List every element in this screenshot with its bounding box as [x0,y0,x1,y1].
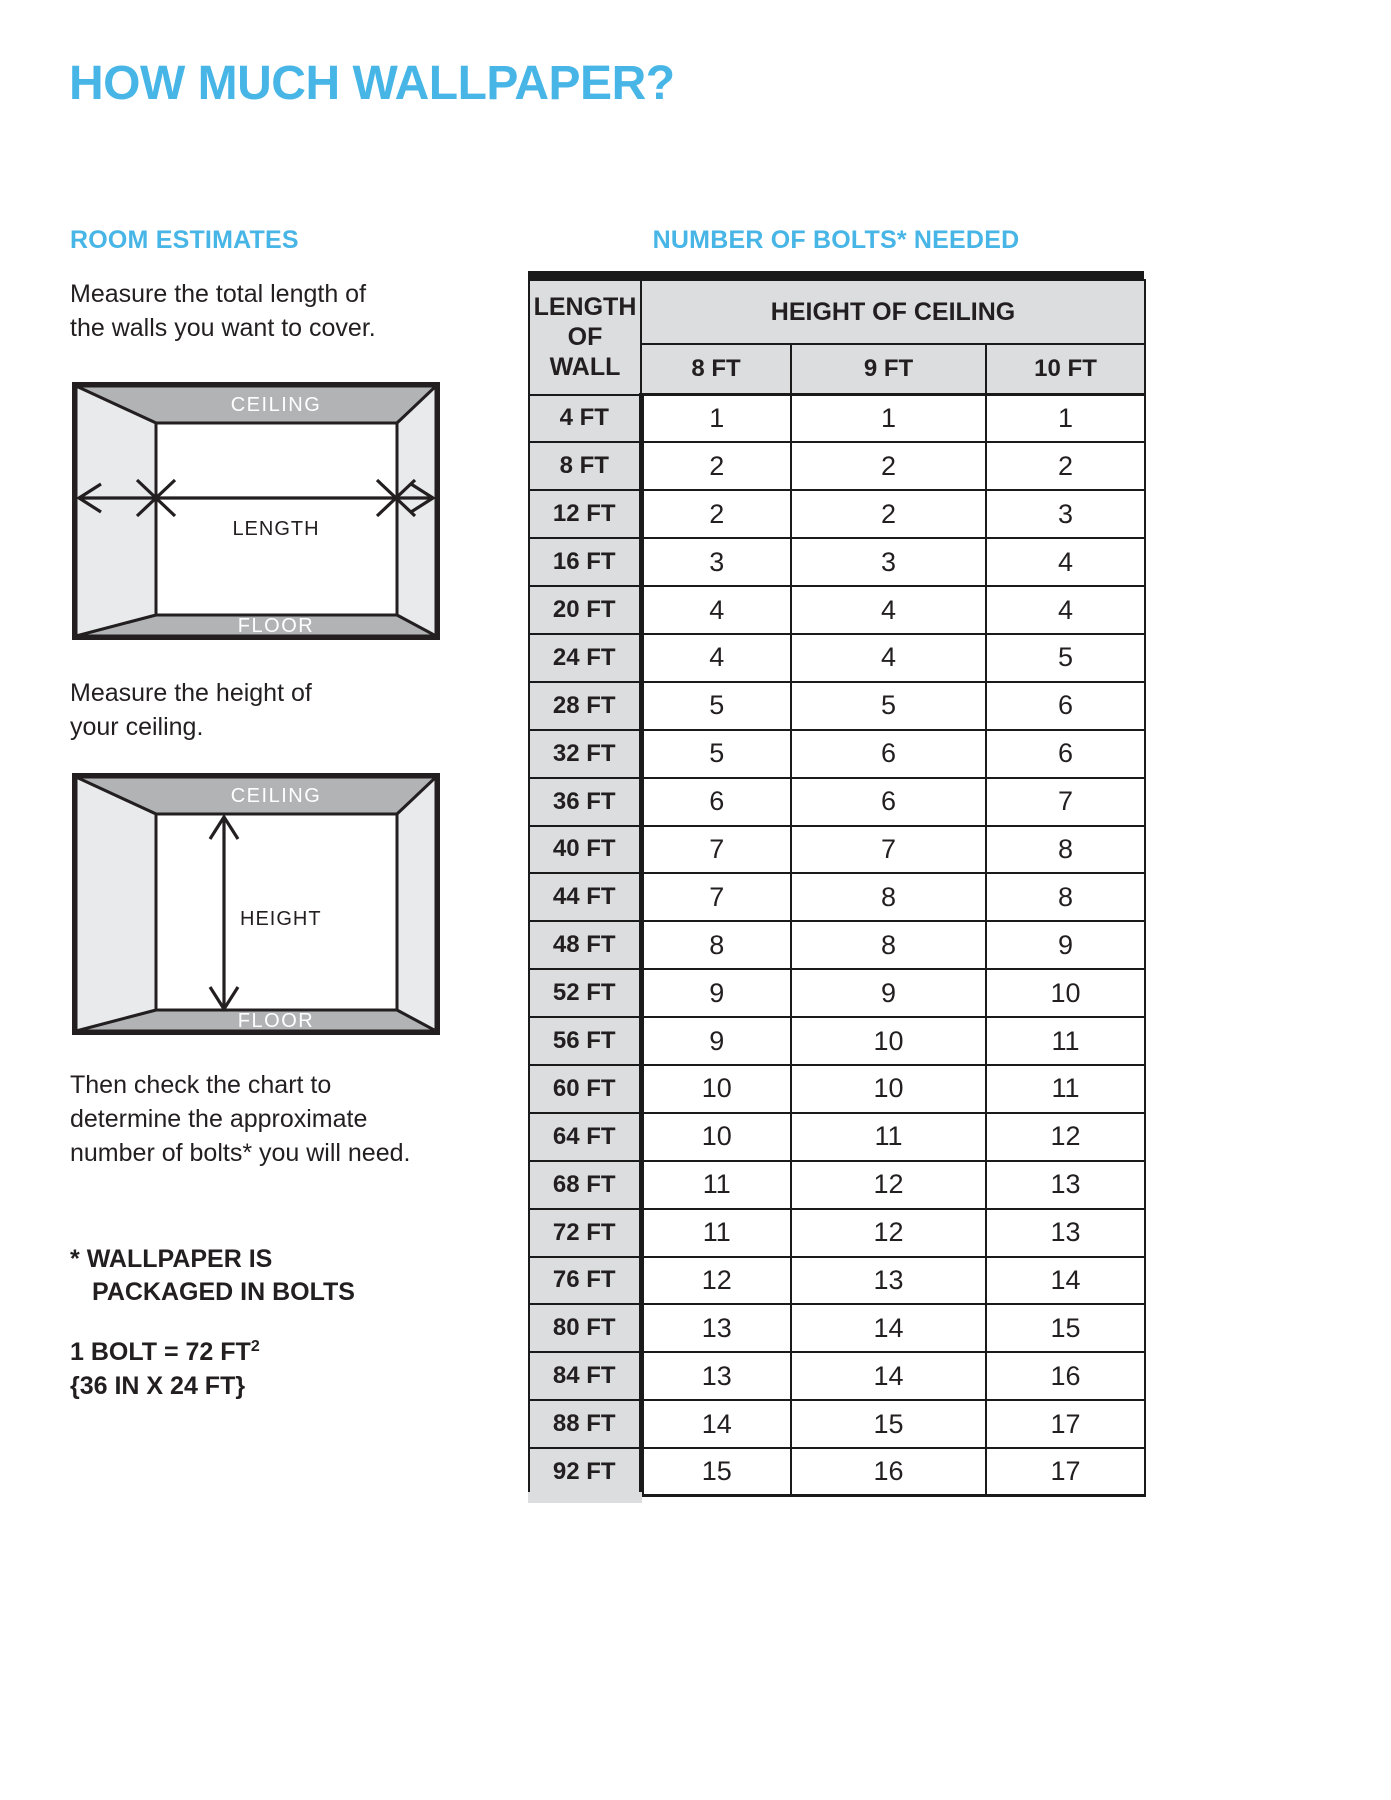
bolt-dimensions-line: {36 IN X 24 FT} [70,1372,246,1400]
wall-length-cell: 88 FT [529,1400,641,1448]
squared-superscript: 2 [250,1338,260,1355]
bolt-count-10ft-cell: 4 [986,586,1145,634]
wall-length-cell: 20 FT [529,586,641,634]
bolt-count-8ft-cell: 11 [641,1161,791,1209]
bolt-count-9ft-cell: 12 [791,1161,986,1209]
step3-line2: determine the approximate [70,1105,368,1133]
table-row [529,490,1145,538]
table-row [529,873,1145,921]
floor-label: FLOOR [237,615,315,637]
bolt-count-10ft-cell: 4 [986,538,1145,586]
wall-length-cell: 4 FT [529,395,641,443]
bolt-count-9ft-cell: 11 [791,1113,986,1161]
bolt-count-9ft-cell: 12 [791,1209,986,1257]
bolt-count-8ft-cell: 10 [641,1065,791,1113]
table-row [529,778,1145,826]
bolt-count-10ft-cell: 11 [986,1017,1145,1065]
bolt-count-10ft-cell: 6 [986,682,1145,730]
wall-length-cell: 72 FT [529,1209,641,1257]
bolt-count-8ft-cell: 7 [641,873,791,921]
table-row [529,1304,1145,1352]
wall-length-cell: 84 FT [529,1352,641,1400]
bolt-count-10ft-cell: 17 [986,1400,1145,1448]
wall-length-cell: 36 FT [529,778,641,826]
table-row [529,969,1145,1017]
bolt-count-9ft-cell: 7 [791,826,986,874]
bolt-count-9ft-cell: 13 [791,1257,986,1305]
ceiling-label: CEILING [230,394,322,416]
step2-line2: your ceiling. [70,713,204,741]
step3-line3: number of bolts* you will need. [70,1139,411,1167]
wall-length-cell: 40 FT [529,826,641,874]
wall-length-cell: 48 FT [529,921,641,969]
step2-text [70,676,312,744]
bolt-count-9ft-cell: 6 [791,778,986,826]
table-row [529,442,1145,490]
bolt-count-8ft-cell: 4 [641,634,791,682]
table-row [529,1065,1145,1113]
table-row [529,395,1145,443]
wall-length-cell: 12 FT [529,490,641,538]
bolt-count-9ft-cell: 14 [791,1304,986,1352]
page-title: HOW MUCH WALLPAPER? [69,57,675,110]
table-row [529,538,1145,586]
bolt-count-10ft-cell: 15 [986,1304,1145,1352]
col-header-8ft: 8 FT [641,344,791,395]
length-of-wall-header: LENGTH OF WALL [529,280,641,395]
bolt-size-line: 1 BOLT = 72 $FT^2$ [70,1338,260,1366]
bolt-count-9ft-cell: 9 [791,969,986,1017]
table-row [529,1352,1145,1400]
right-wall [397,386,436,636]
bolt-count-9ft-cell: 14 [791,1352,986,1400]
bolt-count-10ft-cell: 12 [986,1113,1145,1161]
bolt-count-10ft-cell: 11 [986,1065,1145,1113]
bolt-count-8ft-cell: 12 [641,1257,791,1305]
step1-text [70,277,376,345]
table-row [529,826,1145,874]
bolt-count-8ft-cell: 15 [641,1448,791,1496]
table-bottom-tab [528,1492,642,1503]
table-row [529,1257,1145,1305]
wall-length-cell: 56 FT [529,1017,641,1065]
col-header-9ft: 9 FT [791,344,986,395]
bolt-count-10ft-cell: 1 [986,395,1145,443]
ceiling-label: CEILING [230,785,322,807]
bolt-count-10ft-cell: 5 [986,634,1145,682]
step1-line1: Measure the total length of [70,280,367,308]
bolt-count-8ft-cell: 14 [641,1400,791,1448]
length-diagram [72,382,440,640]
right-wall [397,777,436,1031]
bolt-count-8ft-cell: 2 [641,490,791,538]
bolt-count-8ft-cell: 7 [641,826,791,874]
bolt-count-8ft-cell: 5 [641,730,791,778]
bolt-count-10ft-cell: 8 [986,873,1145,921]
table-row [529,730,1145,778]
table-row [529,586,1145,634]
bolt-count-9ft-cell: 4 [791,586,986,634]
bolt-count-9ft-cell: 10 [791,1017,986,1065]
step1-line2: the walls you want to cover. [70,314,376,342]
bolt-definition [70,1330,260,1403]
bolt-count-10ft-cell: 8 [986,826,1145,874]
wall-length-cell: 24 FT [529,634,641,682]
bolt-count-9ft-cell: 8 [791,921,986,969]
wall-length-cell: 92 FT [529,1448,641,1496]
height-of-ceiling-header: HEIGHT OF CEILING [641,280,1145,344]
bolt-count-10ft-cell: 17 [986,1448,1145,1496]
table-row [529,634,1145,682]
bolt-count-10ft-cell: 16 [986,1352,1145,1400]
bolt-count-9ft-cell: 3 [791,538,986,586]
bolts-table [528,279,1146,1497]
wall-length-cell: 44 FT [529,873,641,921]
bolt-count-10ft-cell: 7 [986,778,1145,826]
bolt-count-9ft-cell: 1 [791,395,986,443]
bolt-count-8ft-cell: 13 [641,1304,791,1352]
table-row [529,921,1145,969]
table-row [529,1113,1145,1161]
bolts-footnote [70,1243,355,1309]
wall-length-cell: 68 FT [529,1161,641,1209]
bolt-count-10ft-cell: 6 [986,730,1145,778]
floor-label: FLOOR [237,1010,315,1032]
bolt-count-8ft-cell: 1 [641,395,791,443]
wall-length-cell: 76 FT [529,1257,641,1305]
wall-length-cell: 52 FT [529,969,641,1017]
bolt-count-9ft-cell: 8 [791,873,986,921]
bolt-count-8ft-cell: 11 [641,1209,791,1257]
left-wall [76,777,156,1031]
wall-length-cell: 16 FT [529,538,641,586]
bolt-count-10ft-cell: 10 [986,969,1145,1017]
bolt-count-9ft-cell: 5 [791,682,986,730]
bolt-count-10ft-cell: 2 [986,442,1145,490]
wall-length-cell: 60 FT [529,1065,641,1113]
wall-length-cell: 28 FT [529,682,641,730]
bolt-count-8ft-cell: 13 [641,1352,791,1400]
bolt-count-10ft-cell: 13 [986,1209,1145,1257]
col-header-10ft: 10 FT [986,344,1145,395]
step3-line1: Then check the chart to [70,1071,332,1099]
bolt-count-9ft-cell: 2 [791,442,986,490]
table-row [529,1161,1145,1209]
table-row [529,1448,1145,1496]
bolt-count-8ft-cell: 4 [641,586,791,634]
height-diagram [72,773,440,1035]
bolt-count-8ft-cell: 3 [641,538,791,586]
bolt-count-9ft-cell: 6 [791,730,986,778]
bolts-table-body [529,395,1145,1496]
wall-length-cell: 64 FT [529,1113,641,1161]
bolt-count-8ft-cell: 6 [641,778,791,826]
bolt-count-9ft-cell: 15 [791,1400,986,1448]
table-row [529,682,1145,730]
bolt-count-10ft-cell: 9 [986,921,1145,969]
length-label: LENGTH [232,518,320,540]
room-perspective-length [72,382,440,640]
bolt-count-8ft-cell: 9 [641,1017,791,1065]
wall-length-cell: 8 FT [529,442,641,490]
bolt-count-9ft-cell: 2 [791,490,986,538]
room-estimates-heading: ROOM ESTIMATES [70,226,299,254]
wall-length-cell: 80 FT [529,1304,641,1352]
bolt-count-10ft-cell: 13 [986,1161,1145,1209]
table-row [529,1400,1145,1448]
bolt-count-8ft-cell: 10 [641,1113,791,1161]
bolt-count-8ft-cell: 8 [641,921,791,969]
bolts-table-container [528,271,1144,1497]
bolt-count-8ft-cell: 9 [641,969,791,1017]
table-header-row-1 [529,280,1145,344]
bolt-count-9ft-cell: 10 [791,1065,986,1113]
bolts-needed-heading: NUMBER OF BOLTS* NEEDED [652,226,1020,254]
step3-text [70,1068,410,1170]
height-label: HEIGHT [240,908,322,930]
step2-line1: Measure the height of [70,679,312,707]
footnote-line1: * WALLPAPER IS [70,1245,273,1273]
bolt-count-9ft-cell: 16 [791,1448,986,1496]
bolt-count-10ft-cell: 3 [986,490,1145,538]
table-top-bar [528,271,1144,279]
footnote-line2: PACKAGED IN BOLTS [92,1278,355,1306]
bolt-count-10ft-cell: 14 [986,1257,1145,1305]
table-row [529,1209,1145,1257]
asterisk-marker: * [70,1245,80,1273]
table-row [529,1017,1145,1065]
bolt-count-8ft-cell: 2 [641,442,791,490]
bolt-count-8ft-cell: 5 [641,682,791,730]
room-perspective-height [72,773,440,1035]
wall-length-cell: 32 FT [529,730,641,778]
bolt-count-9ft-cell: 4 [791,634,986,682]
